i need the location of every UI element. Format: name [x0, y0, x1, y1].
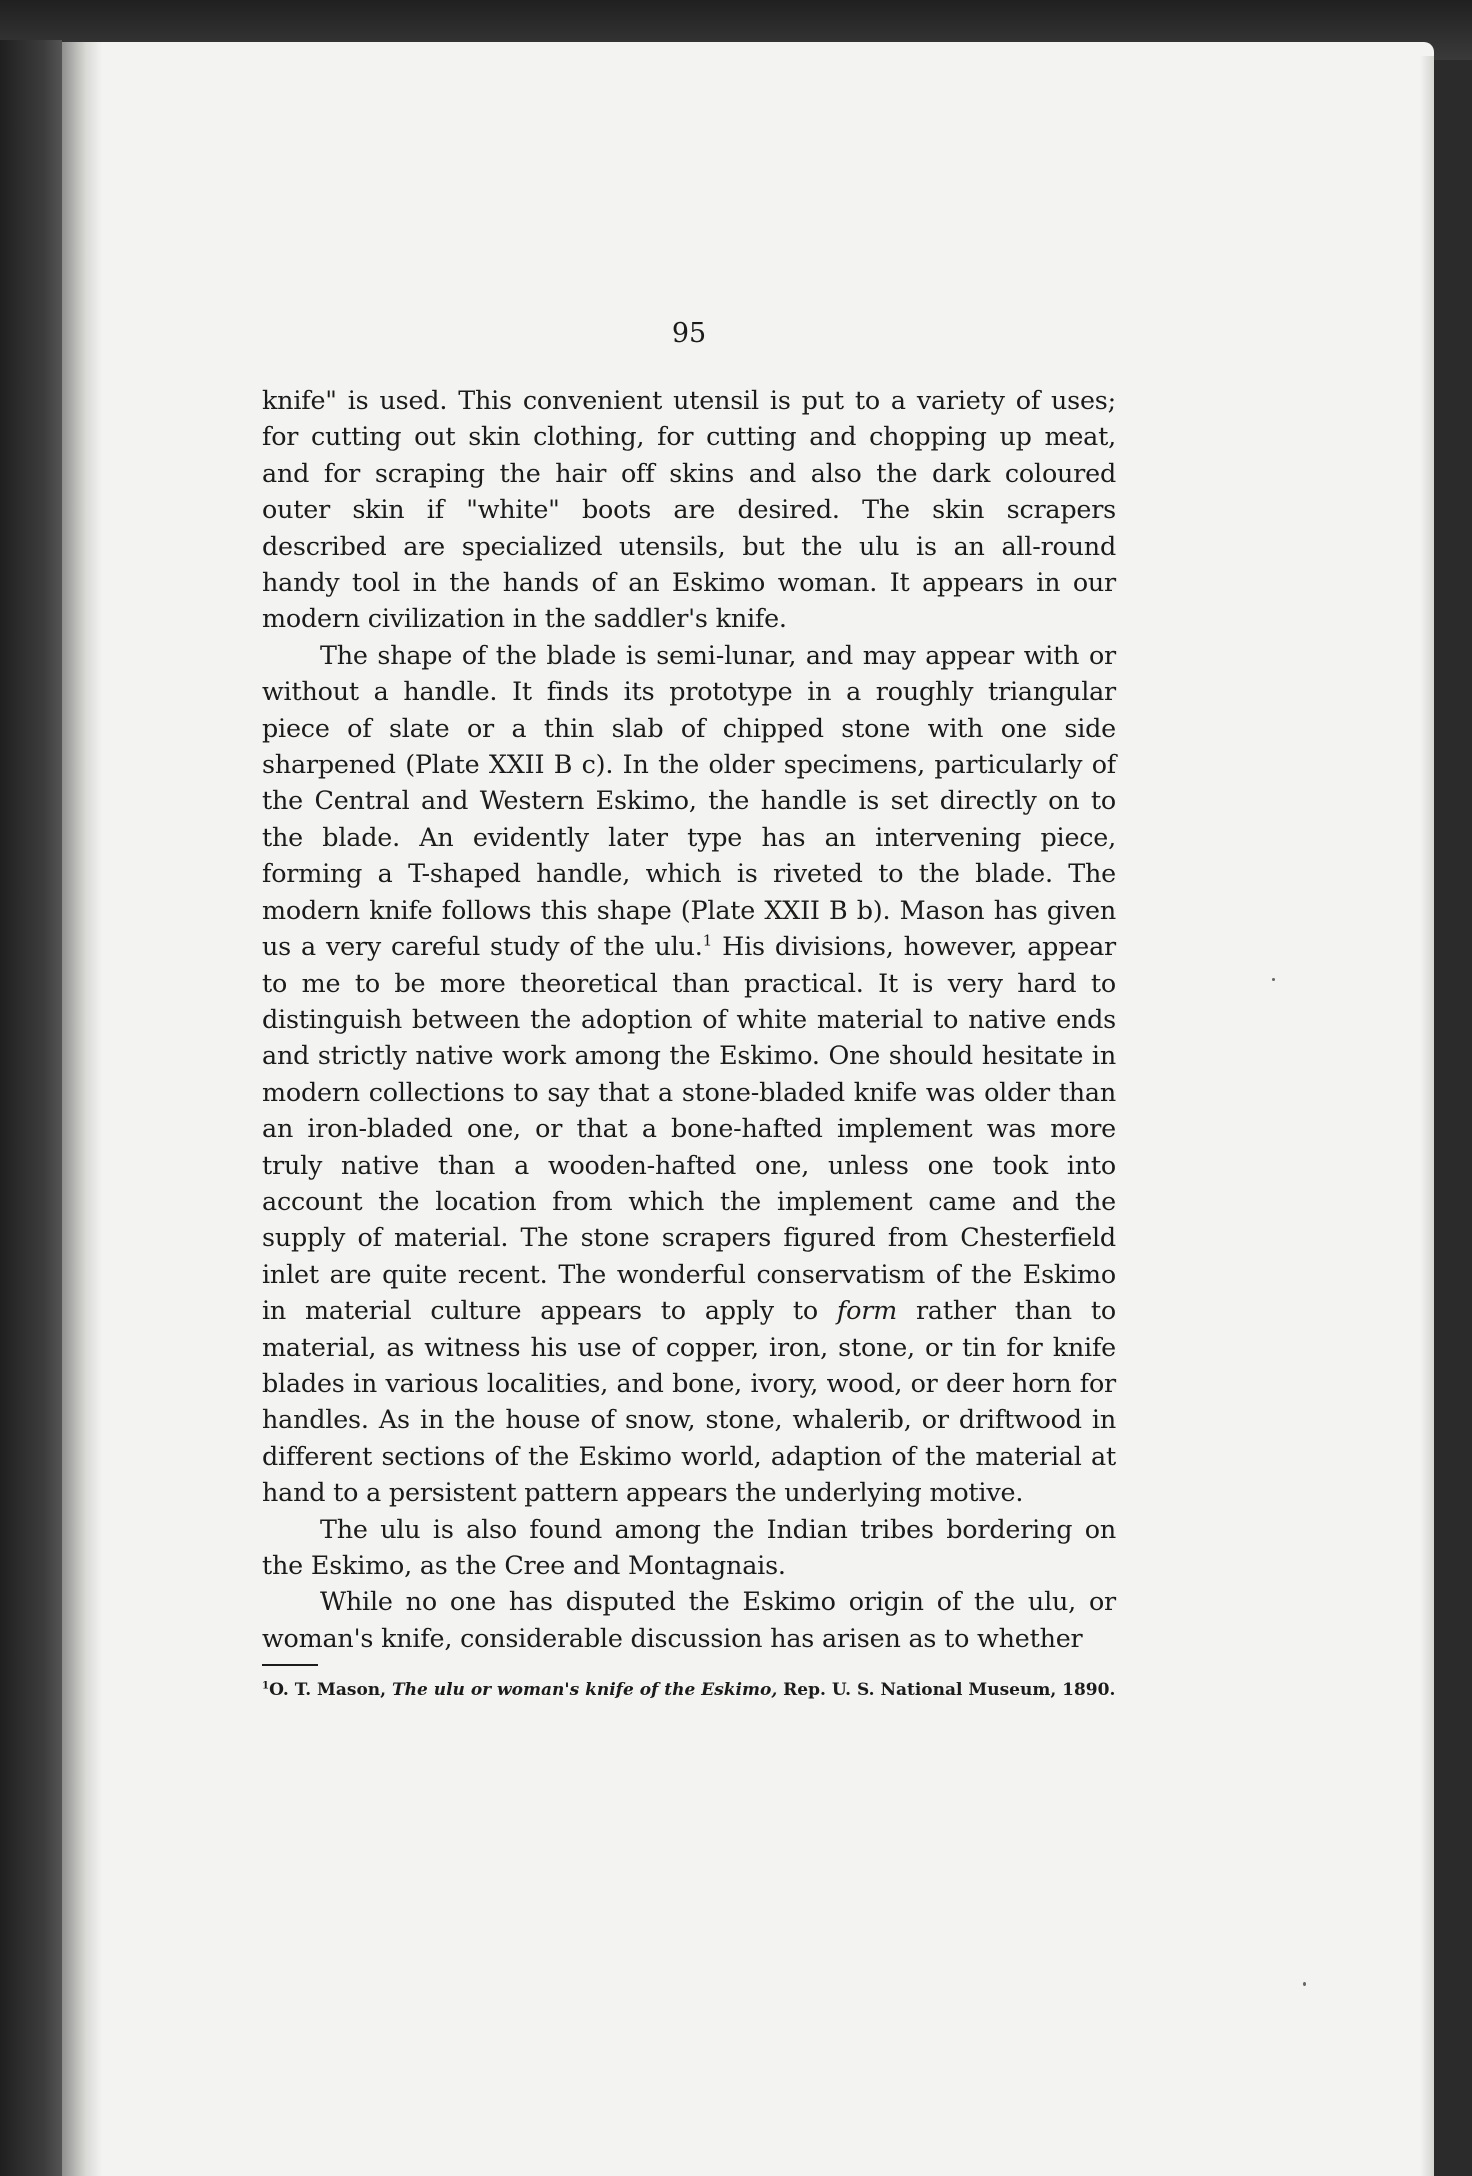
paragraph-text: His divisions, however, appear to me to be more theoretical than practical. It is very hard to distinguish between the adoption of white material to native ends and strictly native work among the Eskimo. One should hesitate in modern collections to say that a stone-bladed knife was older than an iron-bladed one, or that a bone-hafted implement was more truly native than a wooden-hafted one, unless one took into account the location from which the implement came and the supply of material. The stone scrapers figured from Chesterfield inlet are quite recent. The wonderful conservatism of the Eskimo in material culture appears to apply to — [262, 931, 1116, 1326]
footnote-reference: 1 — [702, 931, 713, 950]
footnote-source: Rep. U. S. National Museum, 1890. — [777, 1680, 1116, 1701]
footnote-title: The ulu or woman's knife of the Eskimo, — [391, 1680, 778, 1701]
paragraph — [262, 637, 1116, 1511]
paragraph-text: The ulu is also found among the Indian tribes bordering on the Eskimo, as the Cree and Montagnais. — [262, 1513, 1116, 1580]
text-block — [262, 316, 1116, 1702]
footnote-marker: 1 — [262, 1679, 270, 1692]
book-spine — [0, 40, 62, 2176]
footnote-author: O. T. Mason, — [269, 1680, 392, 1701]
emphasized-text: form — [836, 1295, 898, 1326]
paragraph — [262, 1511, 1116, 1584]
dust-speck — [1303, 1982, 1306, 1986]
paragraph-text: While no one has disputed the Eskimo origin of the ulu, or woman's knife, considerable discussion has arisen as to whether — [262, 1586, 1116, 1653]
dust-speck — [1272, 978, 1275, 981]
paragraph — [262, 1583, 1116, 1656]
paragraph — [262, 382, 1116, 637]
page-edge — [1420, 56, 1434, 2176]
paragraph-text: The shape of the blade is semi-lunar, and may appear with or without a handle. It finds its prototype in a roughly triangular piece of slate or a thin slab of chipped stone with one side sharpened (Plate XXII B c). In the older specimens, particularly of the Central and Western Eskimo, the handle is set directly on to the blade. An evidently later type has an intervening piece, forming a T-shaped handle, which is riveted to the blade. The modern knife follows this shape (Plate XXII B b). Mason has given us a very careful study of the ulu. — [262, 639, 1116, 962]
page-number: 95 — [671, 318, 707, 349]
paragraph-text: knife" is used. This convenient utensil is put to a variety of uses; for cutting out skin clothing, for cutting and chopping up meat, and for scraping the hair off skins and also the dark coloured outer skin if "white" boots are desired. The skin scrapers described are specialized utensils, but the ulu is an all-round handy tool in the hands of an Eskimo woman. It appears in our modern civilization in the saddler's knife. — [262, 385, 1116, 634]
footnote-rule — [262, 1664, 318, 1666]
footnote — [262, 1678, 1116, 1702]
gutter-shadow — [62, 42, 102, 2176]
paragraph-text: rather than to material, as witness his use of copper, iron, stone, or tin for knife blades in various localities, and bone, ivory, wood, or deer horn for handles. As in the house of snow, stone, whalerib, or driftwood in different sections of the Eskimo world, adaption of the material at hand to a persistent pattern appears the underlying motive. — [262, 1295, 1116, 1508]
